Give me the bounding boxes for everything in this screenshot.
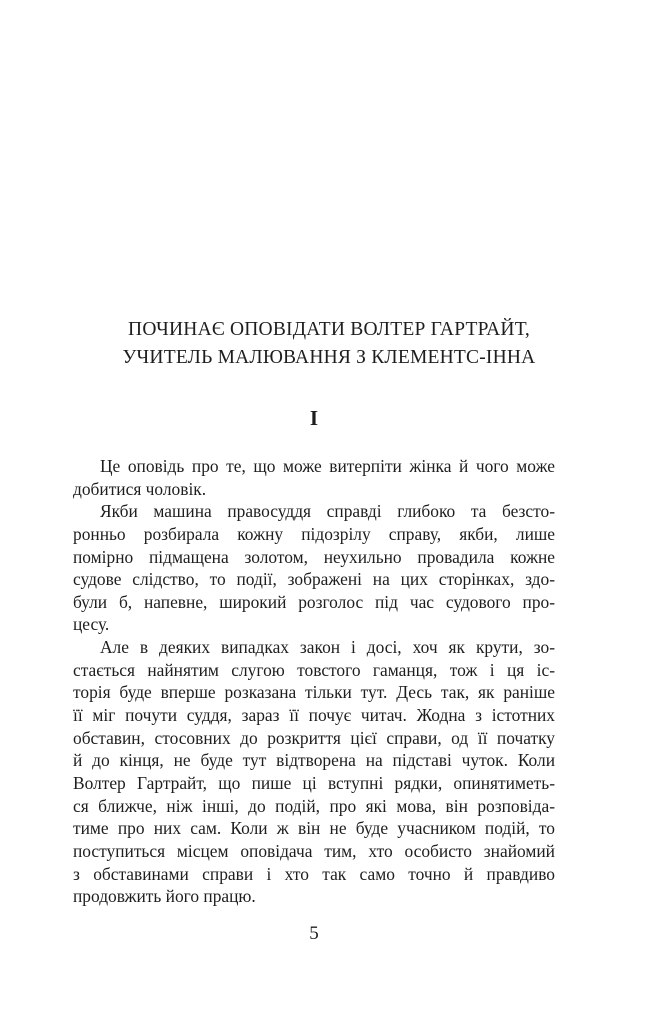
text-line: стається найнятим слугою товстого гаманця, тож і ця іс- <box>73 659 555 680</box>
text-line: торія буде вперше розказана тільки тут. Десь так, як раніше <box>73 682 555 703</box>
text-line: судове слідство, то події, зображені на цих сторінках, здо- <box>73 569 555 590</box>
text-line: ся ближче, ніж інші, до подій, про які мова, він розповіда- <box>73 795 555 816</box>
text-line: Волтер Гартрайт, що пише ці вступні рядки, опинятиметь- <box>73 772 555 793</box>
text-line: Якби машина правосуддя справді глибоко та безсто- <box>100 501 555 522</box>
text-line: обставин, стосовних до розкриття цієї справи, од її початку <box>73 727 555 748</box>
body-text <box>73 455 555 908</box>
text-line: її міг почути суддя, зараз її почує читач. Жодна з істотних <box>73 705 555 726</box>
text-line: поступиться місцем оповідача тим, хто особисто знайомий <box>73 840 555 861</box>
chapter-heading <box>0 316 658 372</box>
text-line: продовжить його працю. <box>73 886 256 907</box>
text-line: добитися чоловік. <box>73 478 207 499</box>
text-line: Це оповідь про те, що може витерпіти жінка й чого може <box>100 456 555 476</box>
text-line: Але в деяких випадках закон і досі, хоч як крути, зо- <box>100 637 555 658</box>
text-line: й до кінця, не буде тут відтворена на підставі чуток. Коли <box>73 750 555 771</box>
text-line: тиме про них сам. Коли ж він не буде учасником подій, то <box>73 818 555 839</box>
page-number: 5 <box>309 923 319 944</box>
chapter-heading-line: ПОЧИНАЄ ОПОВІДАТИ ВОЛТЕР ГАРТРАЙТ, <box>128 319 530 340</box>
text-line: ронньо розбирала кожну підозрілу справу, якби, лише <box>73 523 555 544</box>
paragraph <box>73 455 555 500</box>
paragraph <box>73 636 555 908</box>
chapter-heading-line: УЧИТЕЛЬ МАЛЮВАННЯ З КЛЕМЕНТС-ІННА <box>122 347 536 368</box>
text-line: цесу. <box>73 614 110 635</box>
paragraph <box>73 500 555 636</box>
text-line: помірно підмащена золотом, неухильно провадила кожне <box>73 546 555 567</box>
chapter-number: I <box>309 406 319 430</box>
text-line: були б, напевне, широкий розголос під час судового про- <box>73 591 555 612</box>
text-line: з обставинами справи і хто так само точно й правдиво <box>73 863 555 884</box>
